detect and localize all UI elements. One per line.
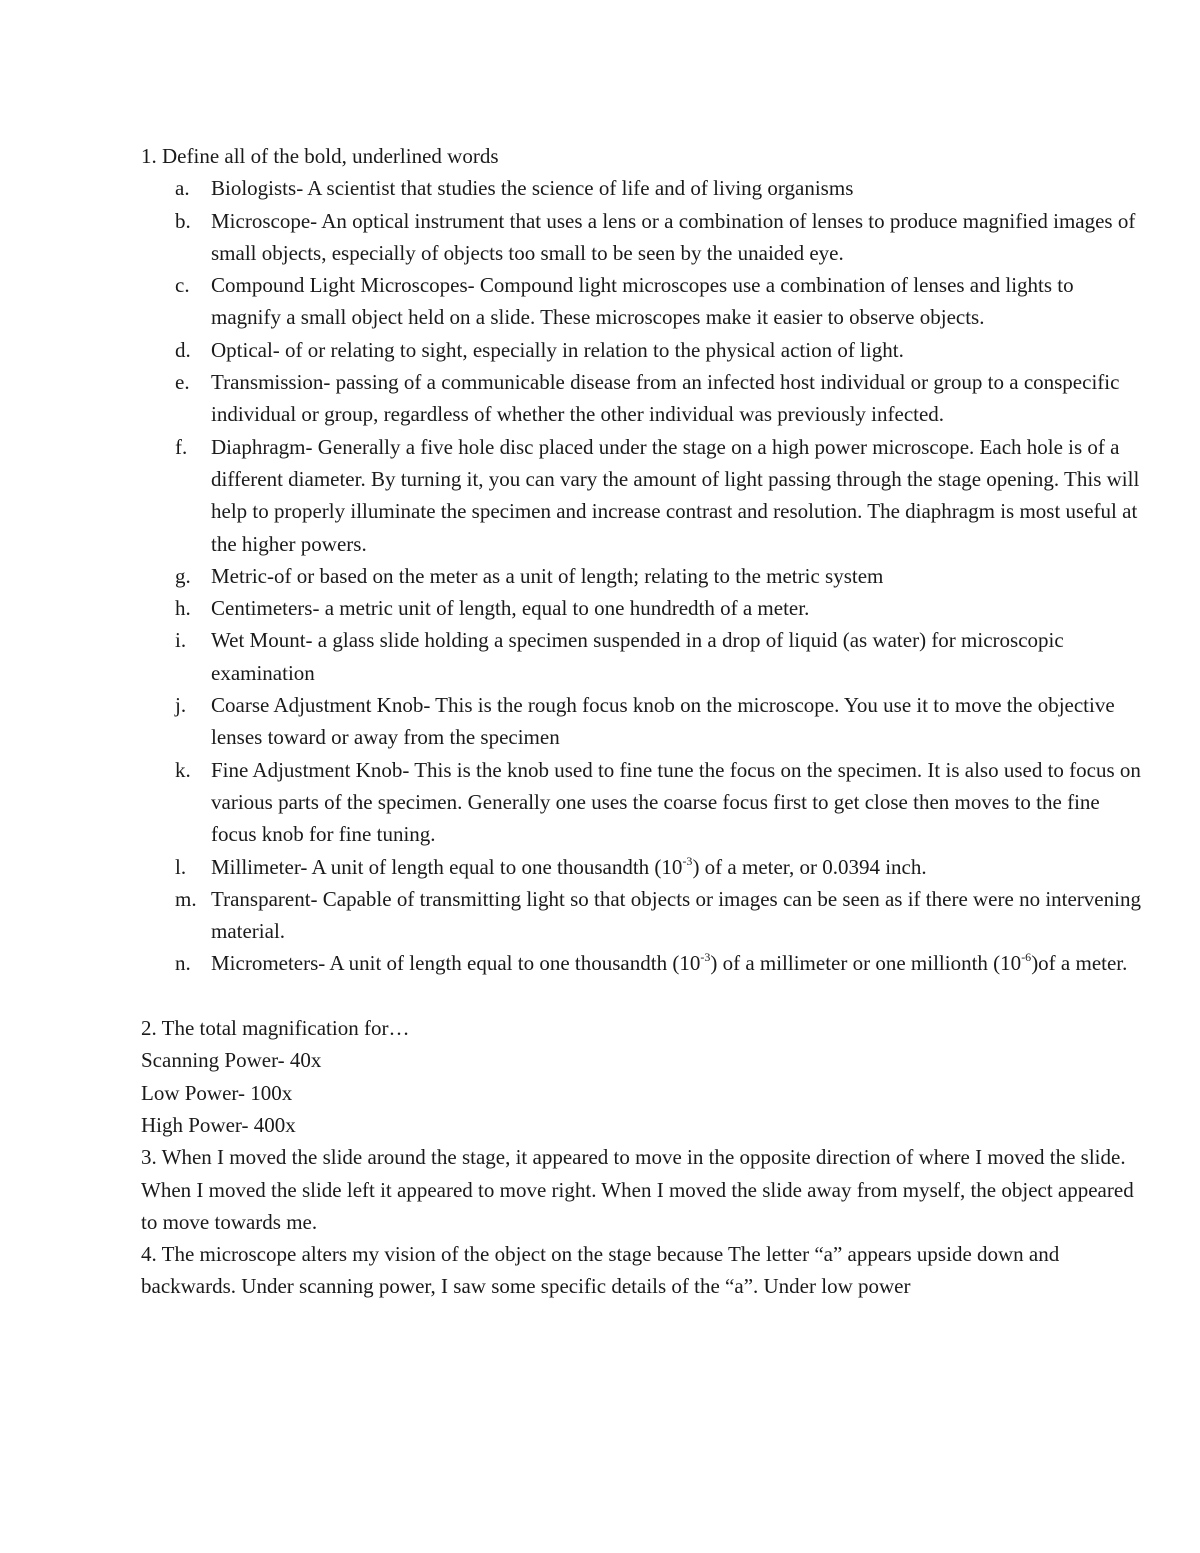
exponent: -3	[682, 853, 693, 868]
definition-item	[141, 947, 1141, 979]
definition-item	[141, 689, 1141, 754]
definition-item	[141, 592, 1141, 624]
q3-answer: 3. When I moved the slide around the stage, it appeared to move in the opposite direction of where I moved the slide. When I moved the slide left it appeared to move right. When I moved the slide away from myself, the object appeared to move towards me.	[141, 1145, 1134, 1234]
text-segment: ) of a millimeter or one millionth (10	[710, 951, 1022, 976]
definition-item	[141, 431, 1141, 560]
definition-text: Centimeters- a metric unit of length, equal to one hundredth of a meter.	[211, 596, 810, 621]
item-marker: c.	[175, 273, 190, 298]
definition-text: Coarse Adjustment Knob- This is the rough focus knob on the microscope. You use it to move the objective lenses toward or away from the specimen	[211, 693, 1115, 750]
document-page	[141, 140, 1141, 1303]
definition-text: Optical- of or relating to sight, especially in relation to the physical action of light.	[211, 337, 904, 362]
definition-list	[141, 172, 1141, 979]
exponent: -6	[1021, 950, 1032, 965]
definition-text: Transparent- Capable of transmitting light so that objects or images can be seen as if there were no intervening material.	[211, 886, 1141, 944]
definition-item	[141, 754, 1141, 851]
item-marker: e.	[175, 370, 190, 395]
paragraph-gap	[141, 980, 1141, 1012]
definition-item	[141, 366, 1141, 431]
item-marker: l.	[175, 854, 187, 879]
definition-item	[141, 269, 1141, 334]
item-marker: h.	[175, 596, 191, 621]
text-segment: Micrometers- A unit of length equal to one thousandth (10	[211, 951, 701, 976]
text-segment: ) of a meter, or 0.0394 inch.	[692, 854, 927, 879]
item-marker: f.	[175, 434, 188, 459]
item-marker: n.	[175, 951, 191, 976]
item-marker: k.	[175, 757, 191, 782]
definition-item	[141, 624, 1141, 689]
definition-text: Wet Mount- a glass slide holding a specimen suspended in a drop of liquid (as water) for microscopic examination	[211, 628, 1064, 685]
definition-item	[141, 851, 1141, 883]
item-marker: i.	[175, 628, 187, 653]
q4-answer: 4. The microscope alters my vision of the object on the stage because The letter “a” appears upside down and backwards. Under scanning power, I saw some specific details of the “a”. Under low power	[141, 1242, 1060, 1299]
definition-text	[211, 947, 1141, 979]
item-marker: g.	[175, 563, 191, 588]
definition-item	[141, 334, 1141, 366]
definition-text: Metric-of or based on the meter as a unit of length; relating to the metric system	[211, 563, 884, 588]
definition-text: Fine Adjustment Knob- This is the knob used to fine tune the focus on the specimen. It is also used to focus on various parts of the specimen. Generally one uses the coarse focus first to get close then moves to the fine focus knob for fine tuning.	[211, 757, 1141, 847]
definition-item	[141, 172, 1141, 204]
magnification-line: Scanning Power- 40x	[141, 1048, 322, 1073]
definition-text: Transmission- passing of a communicable disease from an infected host individual or group to a conspecific individual or group, regardless of whether the other individual was previously infected.	[211, 370, 1120, 427]
item-marker: a.	[175, 176, 190, 201]
definition-item	[141, 883, 1141, 948]
q2-heading: 2. The total magnification for…	[141, 1016, 410, 1041]
text-segment: )of a meter.	[1031, 951, 1128, 976]
text-segment: Millimeter- A unit of length equal to one thousandth (10	[211, 854, 683, 879]
definition-text	[211, 851, 1141, 883]
definition-text: Biologists- A scientist that studies the science of life and of living organisms	[211, 176, 854, 201]
definition-item	[141, 560, 1141, 592]
item-marker: j.	[175, 693, 187, 718]
definition-text: Microscope- An optical instrument that uses a lens or a combination of lenses to produce magnified images of small objects, especially of objects too small to be seen by the unaided eye.	[211, 208, 1136, 265]
definition-text: Diaphragm- Generally a five hole disc placed under the stage on a high power microscope. Each hole is of a different diameter. By turning it, you can vary the amount of light passing through the stage opening. This will help to properly illuminate the specimen and increase contrast and resolution. The diaphragm is most useful at the higher powers.	[211, 434, 1140, 556]
definition-text: Compound Light Microscopes- Compound light microscopes use a combination of lenses and lights to magnify a small object held on a slide. These microscopes make it easier to observe objects.	[211, 273, 1074, 330]
q1-heading: 1. Define all of the bold, underlined words	[141, 144, 499, 168]
exponent: -3	[700, 950, 711, 965]
magnification-line: Low Power- 100x	[141, 1080, 293, 1105]
item-marker: b.	[175, 208, 191, 233]
magnification-line: High Power- 400x	[141, 1112, 296, 1137]
definition-item	[141, 205, 1141, 270]
item-marker: m.	[175, 886, 197, 911]
item-marker: d.	[175, 337, 191, 362]
